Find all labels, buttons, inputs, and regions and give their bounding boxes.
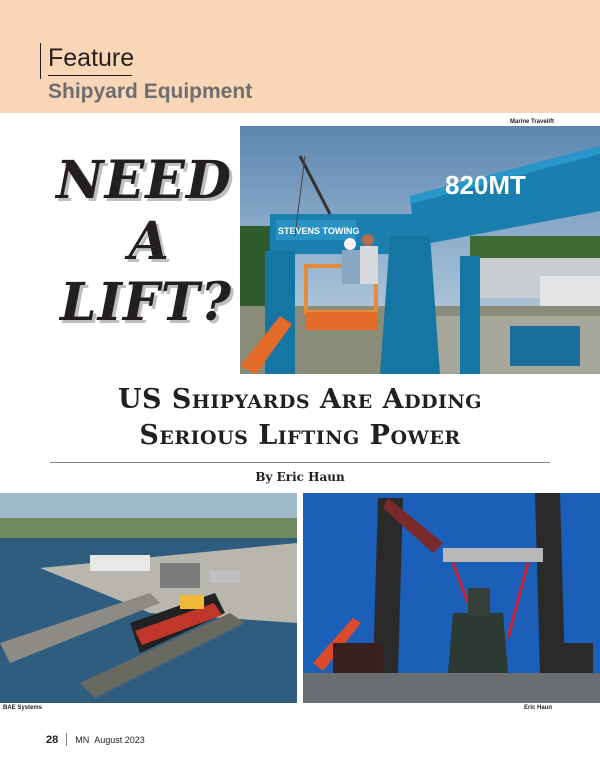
- left-photo-credit: BAE Systems: [3, 705, 43, 711]
- hero-photo-crane: [240, 126, 600, 374]
- deck-line-2: Serious Lifting Power: [139, 420, 461, 451]
- section-underline: [48, 75, 132, 76]
- byline: By Eric Haun: [255, 470, 345, 484]
- headline-line-2: A: [128, 211, 170, 272]
- deck-line-1: US Shipyards Are Adding: [117, 384, 483, 415]
- headline-line-3: LIFT?: [60, 272, 232, 333]
- crane-capacity-label: 820MT: [445, 170, 526, 200]
- headline: [22, 150, 232, 333]
- page-footer: [46, 733, 145, 746]
- shipyard-illustration: [0, 493, 297, 703]
- right-photo-credit: Eric Haun: [524, 705, 553, 711]
- issue-date: August 2023: [94, 734, 145, 745]
- hero-photo-credit: Marine Travelift: [510, 119, 555, 125]
- section-label: Feature: [48, 44, 135, 72]
- deck: [0, 382, 600, 454]
- section-rule: [40, 43, 41, 79]
- headline-line-1: NEED: [56, 150, 232, 211]
- page-number: 28: [46, 733, 59, 746]
- photo-shipyard-aerial: [0, 493, 297, 703]
- photo-travelift-tug: [303, 493, 600, 703]
- travelift-illustration: [303, 493, 600, 703]
- subsection-label: Shipyard Equipment: [48, 80, 253, 103]
- publication-name: MN: [75, 734, 90, 745]
- footer-separator: [66, 733, 67, 746]
- deck-rule: [50, 462, 550, 463]
- crane-banner-text: STEVENS TOWING: [278, 226, 360, 236]
- crane-illustration: [240, 126, 600, 374]
